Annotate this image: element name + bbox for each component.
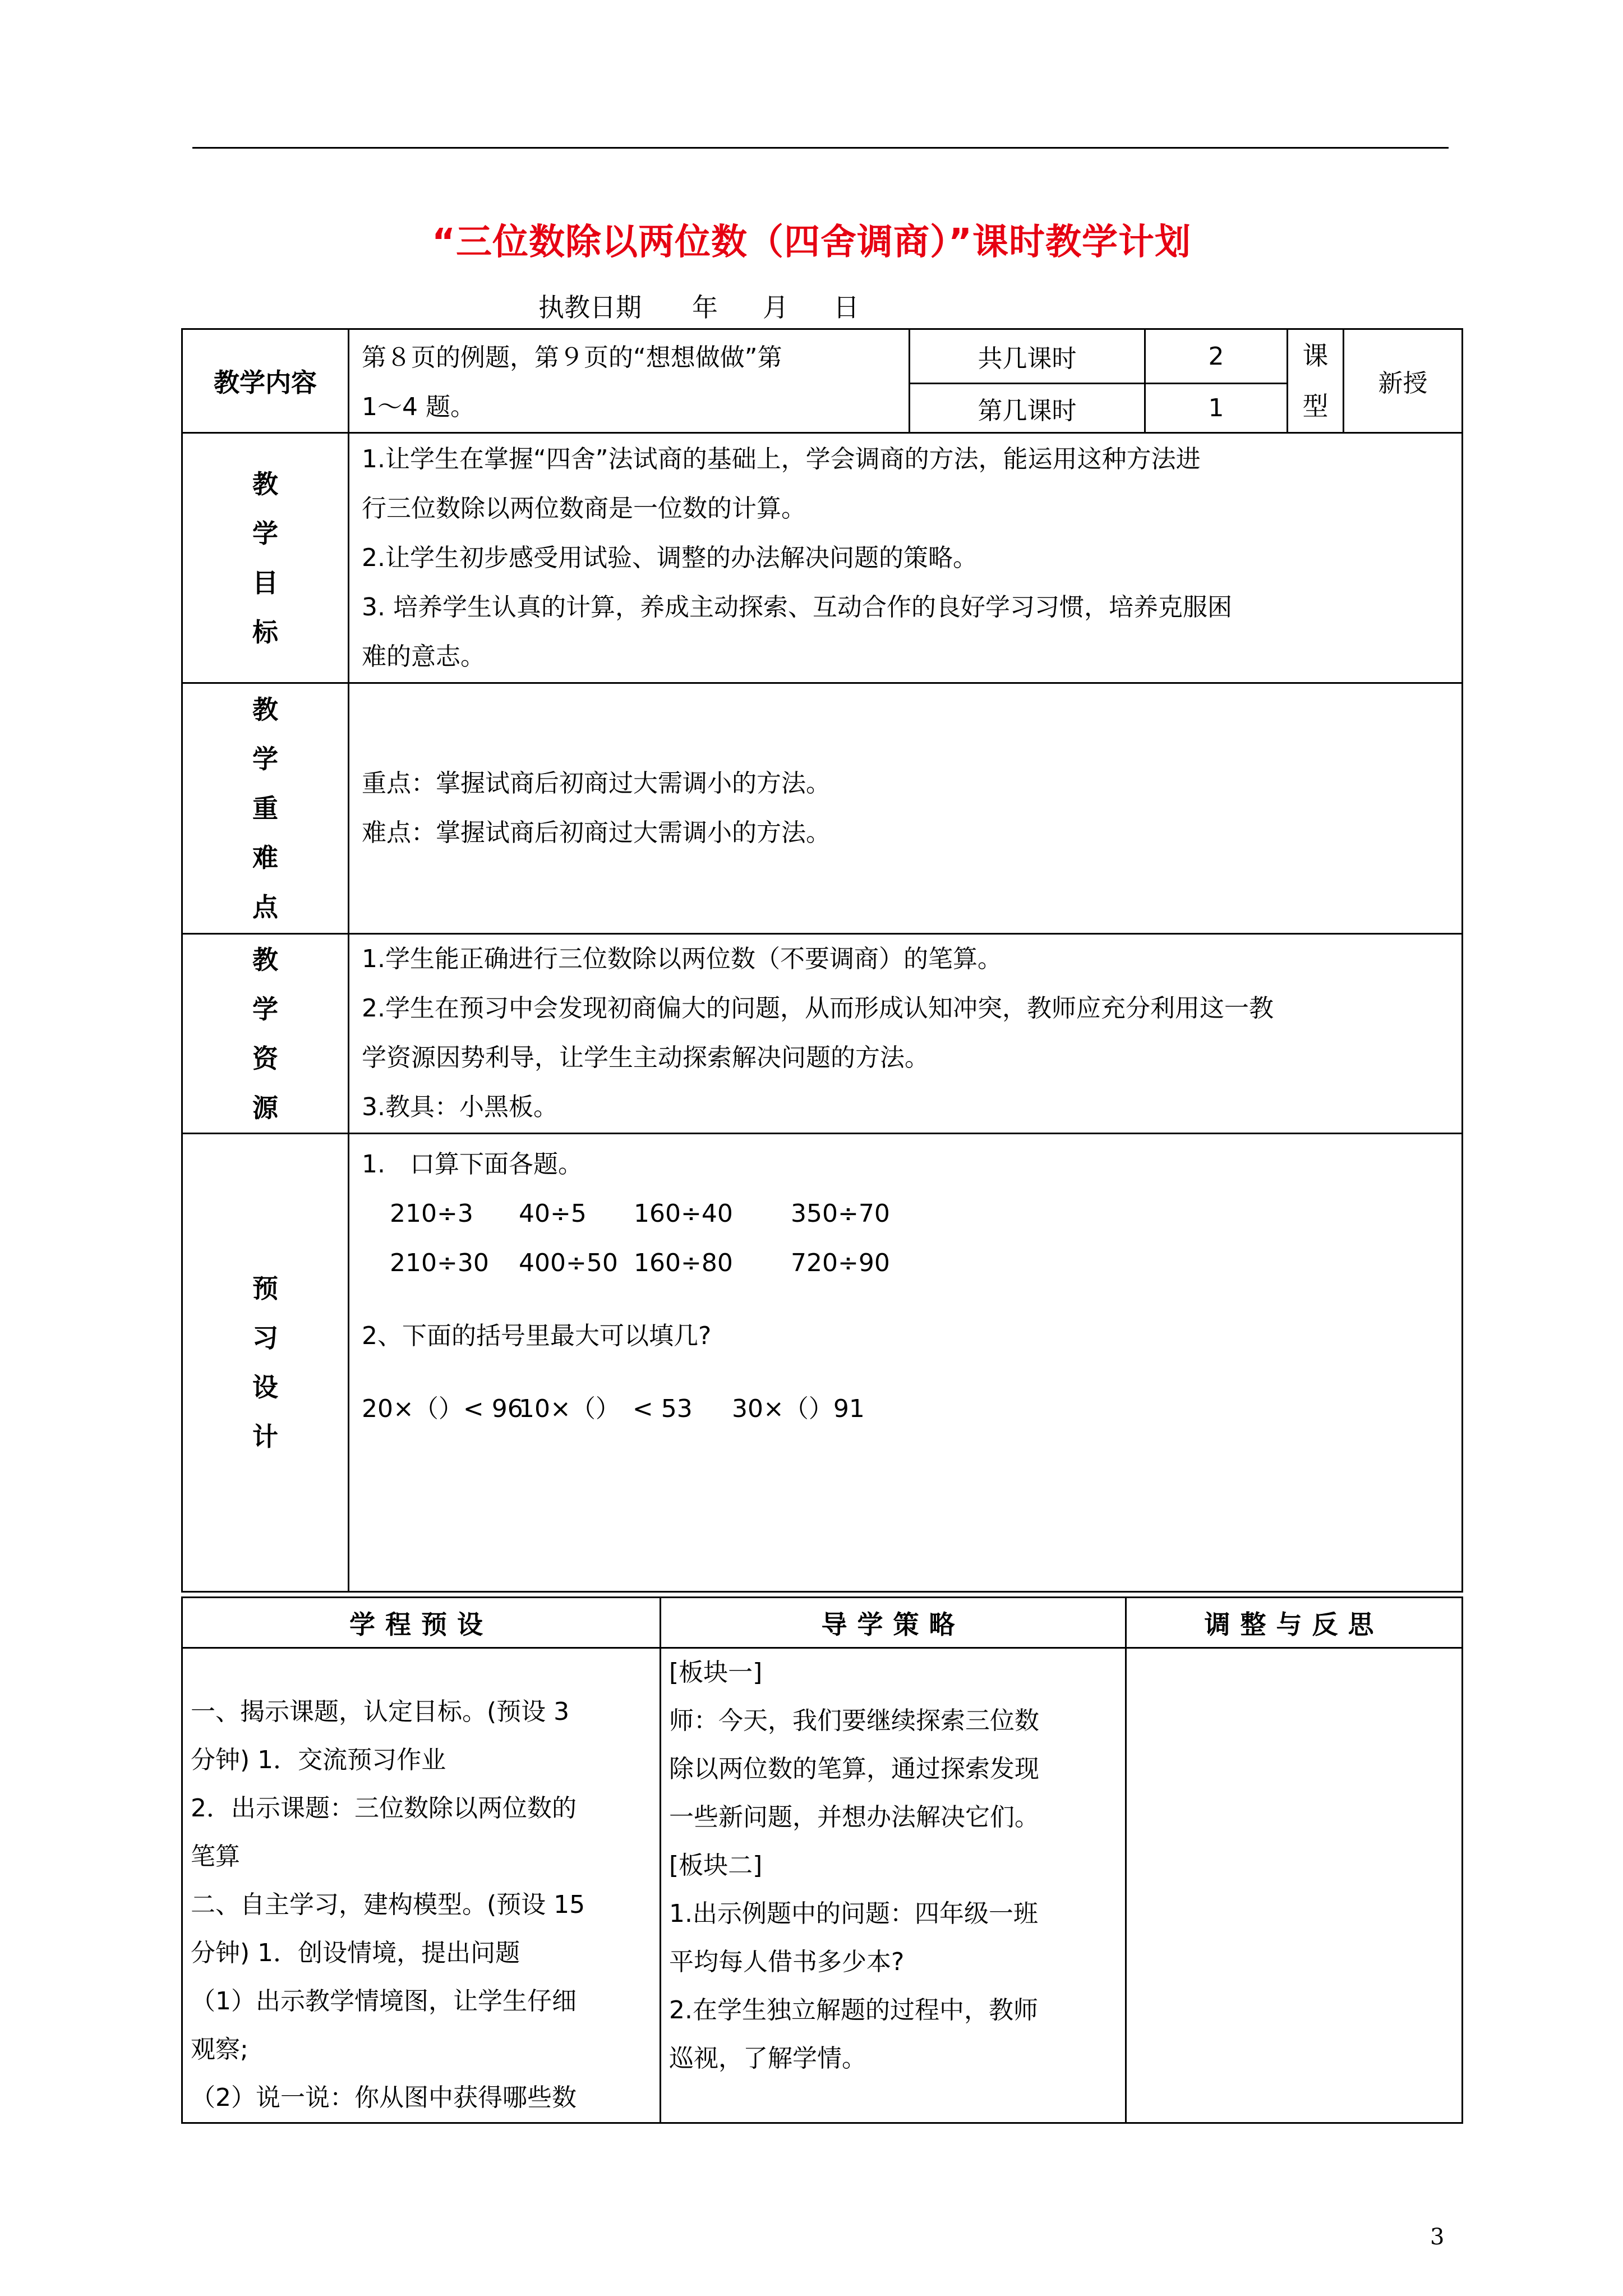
goals-label: 教学目标	[182, 433, 349, 683]
strategy-line: 巡视，了解学情。	[669, 2044, 866, 2073]
preview-q1-title: 1. 口算下面各题。	[362, 1150, 583, 1179]
process-line: 二、自主学习，建构模型。(预设 15	[191, 1890, 585, 1919]
strategy-line: 平均每人借书多少本?	[669, 1948, 905, 1976]
process-table	[181, 1596, 1463, 2124]
process-line: （2）说一说：你从图中获得哪些数	[191, 2083, 577, 2112]
goal-line: 难的意志。	[362, 642, 485, 671]
header-adjust-reflect: 调整与反思	[1126, 1598, 1463, 1648]
strategy-line: 除以两位数的笔算，通过探索发现	[669, 1755, 1039, 1783]
strategy-line: [板块二]	[669, 1851, 763, 1880]
total-periods-value: 2	[1145, 329, 1288, 384]
total-periods-label: 共几课时	[910, 329, 1145, 384]
content-line: 第８页的例题，第９页的“想想做做”第	[362, 343, 782, 372]
resource-line: 3.教具：小黑板。	[362, 1093, 558, 1121]
key-point-line: 难点：掌握试商后初商过大需调小的方法。	[362, 818, 831, 847]
strategy-line: 2.在学生独立解题的过程中，教师	[669, 1996, 1038, 2024]
content-text	[349, 329, 910, 433]
process-line: 观察;	[191, 2035, 248, 2064]
preview-q2-items: 20×（）< 9610×（） < 53 30×（）91	[362, 1395, 865, 1423]
lesson-type-label: 课型	[1288, 329, 1344, 433]
goal-line: 2.让学生初步感受用试验、调整的办法解决问题的策略。	[362, 544, 978, 572]
date-label: 执教日期	[538, 292, 642, 323]
page-title: “三位数除以两位数（四舍调商）”课时教学计划	[431, 222, 1192, 263]
strategy-line: [板块一]	[669, 1658, 763, 1687]
goals-body	[349, 433, 1463, 683]
preview-q1-row1: 210÷3 40÷5 160÷40 350÷70	[390, 1199, 890, 1228]
header-guidance-strategy: 导学策略	[661, 1598, 1126, 1648]
process-line: 一、揭示课题，认定目标。(预设 3	[191, 1697, 570, 1726]
resource-line: 1.学生能正确进行三位数除以两位数（不要调商）的笔算。	[362, 945, 1002, 973]
date-year: 年	[692, 292, 718, 323]
preview-label: 预习设计	[182, 1134, 349, 1592]
content-label: 教学内容	[182, 329, 349, 433]
lesson-plan-table	[181, 328, 1463, 1593]
preview-q2-title: 2、下面的括号里最大可以填几?	[362, 1322, 712, 1350]
learning-process-body	[182, 1648, 661, 2123]
resources-label: 教学资源	[182, 934, 349, 1134]
nth-period-value: 1	[1145, 384, 1288, 433]
strategy-line: 师：今天，我们要继续探索三位数	[669, 1706, 1039, 1735]
key-points-body	[349, 683, 1463, 934]
preview-q1-row2: 210÷30 400÷50 160÷80 720÷90	[390, 1249, 890, 1277]
process-line: 2．出示课题：三位数除以两位数的	[191, 1794, 577, 1823]
goal-line: 1.让学生在掌握“四舍”法试商的基础上，学会调商的方法，能运用这种方法进	[362, 445, 1201, 473]
nth-period-label: 第几课时	[910, 384, 1145, 433]
resource-line: 学资源因势利导，让学生主动探索解决问题的方法。	[362, 1043, 929, 1072]
strategy-line: 一些新问题，并想办法解决它们。	[669, 1803, 1039, 1832]
date-month: 月	[763, 292, 789, 323]
goal-line: 行三位数除以两位数商是一位数的计算。	[362, 494, 806, 523]
date-day: 日	[833, 292, 859, 323]
process-line: （1）出示教学情境图，让学生仔细	[191, 1987, 577, 2016]
header-learning-process: 学程预设	[182, 1598, 661, 1648]
strategy-line: 1.出示例题中的问题：四年级一班	[669, 1899, 1038, 1928]
adjust-reflect-body	[1126, 1648, 1463, 2123]
preview-body	[349, 1134, 1463, 1592]
date-row	[538, 287, 859, 324]
process-line: 笔算	[191, 1842, 240, 1871]
goal-line: 3. 培养学生认真的计算，养成主动探索、互动合作的良好学习习惯，培养克服困	[362, 593, 1232, 622]
page-number: 3	[1430, 2224, 1445, 2250]
lesson-type-value: 新授	[1344, 329, 1463, 433]
resources-body	[349, 934, 1463, 1134]
header-rule	[192, 147, 1449, 149]
content-line: 1～4 题。	[362, 393, 475, 421]
guidance-strategy-body	[661, 1648, 1126, 2123]
key-points-label: 教学重难点	[182, 683, 349, 934]
process-line: 分钟) 1．创设情境，提出问题	[191, 1939, 520, 1967]
key-point-line: 重点：掌握试商后初商过大需调小的方法。	[362, 769, 831, 798]
process-line: 分钟) 1．交流预习作业	[191, 1746, 446, 1774]
resource-line: 2.学生在预习中会发现初商偏大的问题，从而形成认知冲突，教师应充分利用这一教	[362, 994, 1274, 1023]
